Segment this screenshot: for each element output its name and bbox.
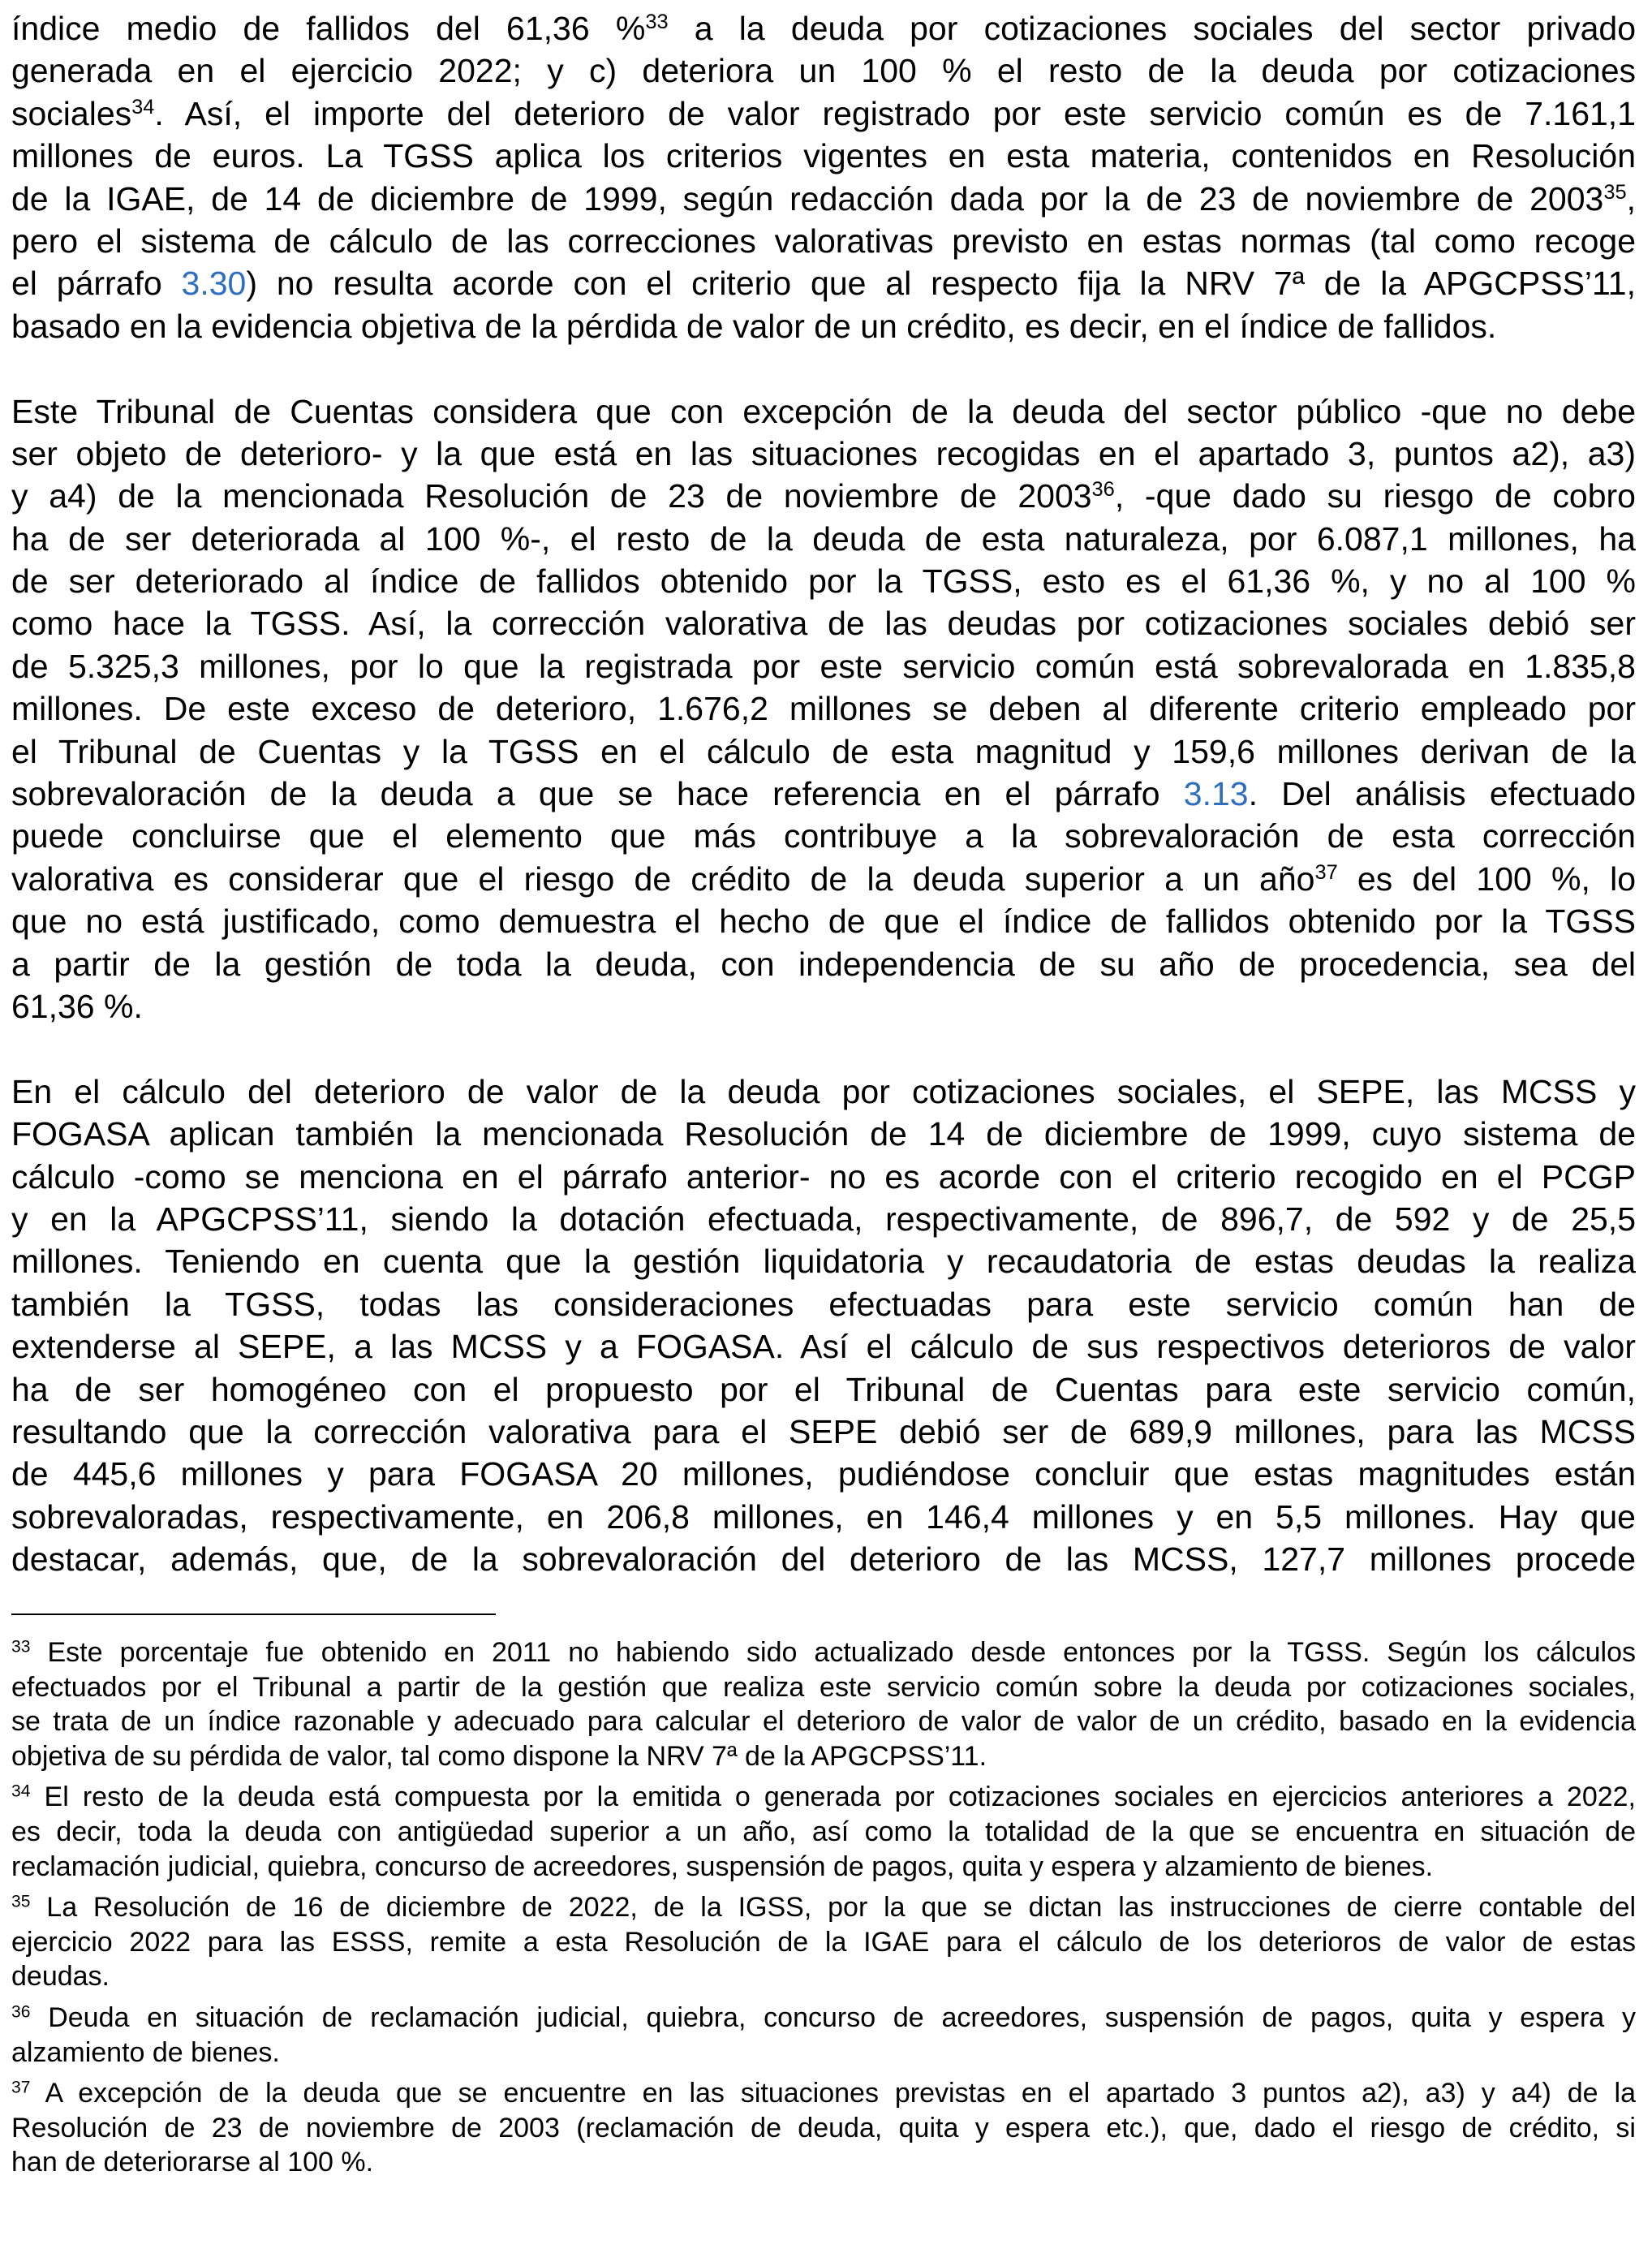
text-segment: A excepción de la deuda que se encuentre en las situaciones previstas en el apartado 3 puntos a2), a3) y a4) de la <box>30 2078 1636 2109</box>
text-segment: a la deuda por cotizaciones sociales del sector privado <box>668 10 1636 47</box>
text-segment: El resto de la deuda está compuesta por la emitida o generada por cotizaciones sociales en ejercicios anteriores a 2022, <box>30 1782 1636 1813</box>
text-segment: de 445,6 millones y para FOGASA 20 millones, pudiéndose concluir que estas magnitudes están <box>11 1455 1636 1493</box>
footnote-ref: 33 <box>645 11 669 34</box>
text-line <box>11 560 1636 602</box>
text-segment: En el cálculo del deterioro de valor de la deuda por cotizaciones sociales, el SEPE, las MCSS y <box>11 1072 1636 1110</box>
text-line <box>11 900 1636 942</box>
text-line <box>11 433 1636 475</box>
text-segment: deudas. <box>11 1961 110 1993</box>
text-segment: Este Tribunal de Cuentas considera que con excepción de la deuda del sector público -que no debe <box>11 392 1636 430</box>
footnote-ref: 36 <box>11 2002 31 2022</box>
text-line <box>11 475 1636 517</box>
text-segment: se trata de un índice razonable y adecuado para calcular el deterioro de valor de valor de un crédito, basado en la evidencia <box>11 1706 1636 1738</box>
text-line <box>11 943 1636 985</box>
text-segment: el Tribunal de Cuentas y la TGSS en el cálculo de esta magnitud y 159,6 millones derivan de la <box>11 732 1636 770</box>
text-segment: es del 100 %, lo <box>1337 860 1636 898</box>
text-line <box>11 1325 1636 1368</box>
text-segment: resultando que la corrección valorativa para el SEPE debió ser de 689,9 millones, para las MCSS <box>11 1412 1636 1450</box>
text-line <box>11 858 1636 900</box>
text-segment: índice medio de fallidos del 61,36 % <box>11 10 646 47</box>
text-line <box>11 602 1636 644</box>
text-segment: . Del análisis efectuado <box>1248 775 1636 813</box>
text-segment: Este porcentaje fue obtenido en 2011 no habiendo sido actualizado desde entonces por la TGSS. Según los cálculos <box>30 1637 1636 1668</box>
footnote-ref: 34 <box>131 95 155 118</box>
text-segment: puede concluirse que el elemento que más contribuye a la sobrevaloración de esta corrección <box>11 817 1636 855</box>
text-line <box>11 93 1636 135</box>
text-line <box>11 135 1636 177</box>
text-segment: y a4) de la mencionada Resolución de 23 de noviembre de 2003 <box>11 477 1092 515</box>
text-line <box>11 1739 1636 1774</box>
text-line <box>11 730 1636 773</box>
text-segment: millones. Teniendo en cuenta que la gestión liquidatoria y recaudatoria de estas deudas la realiza <box>11 1243 1636 1281</box>
footnote <box>11 1890 1636 1994</box>
text-segment: que no está justificado, como demuestra el hecho de que el índice de fallidos obtenido por la TGSS <box>11 903 1636 941</box>
text-line <box>11 1368 1636 1411</box>
text-line <box>11 687 1636 730</box>
text-segment: de la IGAE, de 14 de diciembre de 1999, según redacción dada por la de 23 de noviembre de 2003 <box>11 179 1604 218</box>
text-segment: objetiva de su pérdida de valor, tal como dispone la NRV 7ª de la APGCPSS’11. <box>11 1740 987 1772</box>
text-segment: cálculo -como se menciona en el párrafo anterior- no es acorde con el criterio recogido en el PCGP <box>11 1157 1636 1196</box>
paragraph <box>11 390 1636 1028</box>
footnote <box>11 2076 1636 2180</box>
text-segment: ) no resulta acorde con el criterio que al respecto fija la NRV 7ª de la APGCPSS’11, <box>246 265 1636 303</box>
text-segment: el párrafo <box>11 265 182 303</box>
text-line <box>11 390 1636 433</box>
text-segment: reclamación judicial, quiebra, concurso de acreedores, suspensión de pagos, quita y espera y alzamiento de bienes. <box>11 1850 1434 1882</box>
text-line <box>11 2001 1636 2036</box>
text-segment: ser objeto de deterioro- y la que está en las situaciones recogidas en el apartado 3, puntos a2), a3) <box>11 434 1636 472</box>
footnote <box>11 2001 1636 2070</box>
text-segment: ejercicio 2022 para las ESSS, remite a esta Resolución de la IGAE para el cálculo de los deterioros de valor de estas <box>11 1926 1636 1958</box>
text-line <box>11 2036 1636 2070</box>
text-line <box>11 1453 1636 1495</box>
text-line <box>11 305 1636 347</box>
text-line <box>11 1411 1636 1453</box>
text-line <box>11 815 1636 857</box>
footnote-ref: 37 <box>1314 860 1338 884</box>
text-segment: FOGASA aplican también la mencionada Resolución de 14 de diciembre de 1999, cuyo sistema de <box>11 1115 1636 1153</box>
paragraph-link[interactable]: 3.30 <box>181 265 247 303</box>
text-segment: extenderse al SEPE, a las MCSS y a FOGASA. Así el cálculo de sus respectivos deterioros de valor <box>11 1328 1636 1366</box>
text-segment: destacar, además, que, de la sobrevaloración del deterioro de las MCSS, 127,7 millones procede <box>11 1540 1636 1579</box>
text-segment: efectuados por el Tribunal a partir de la gestión que realiza este servicio común sobre la deuda por cotizaciones sociales, <box>11 1671 1636 1703</box>
text-segment: a partir de la gestión de toda la deuda, con independencia de su año de procedencia, sea del <box>11 945 1636 983</box>
text-segment: valorativa es considerar que el riesgo de crédito de la deuda superior a un año <box>11 860 1315 898</box>
text-line <box>11 985 1636 1028</box>
text-segment: millones. De este exceso de deterioro, 1.676,2 millones se deben al diferente criterio empleado por <box>11 690 1636 728</box>
text-segment: sociales <box>11 94 132 132</box>
footnote <box>11 1635 1636 1773</box>
text-segment: Resolución de 23 de noviembre de 2003 (reclamación de deuda, quita y espera etc.), que, dado el riesgo de crédito, si <box>11 2112 1636 2143</box>
text-segment: 61,36 %. <box>11 987 143 1025</box>
text-line <box>11 1925 1636 1960</box>
text-segment: millones de euros. La TGSS aplica los criterios vigentes en esta materia, contenidos en Resolución <box>11 137 1636 175</box>
text-segment: pero el sistema de cálculo de las correcciones valorativas previsto en estas normas (tal como recoge <box>11 222 1636 260</box>
text-line <box>11 50 1636 92</box>
text-line <box>11 7 1636 50</box>
text-segment: ha de ser deteriorada al 100 %-, el resto de la deuda de esta naturaleza, por 6.087,1 millones, ha <box>11 519 1636 558</box>
text-line <box>11 1240 1636 1282</box>
text-segment: alzamiento de bienes. <box>11 2036 280 2068</box>
text-line <box>11 1780 1636 1815</box>
text-line <box>11 2076 1636 2111</box>
text-segment: también la TGSS, todas las consideraciones efectuadas para este servicio común han de <box>11 1285 1636 1323</box>
text-line <box>11 1850 1636 1885</box>
text-line <box>11 1156 1636 1198</box>
text-segment: de 5.325,3 millones, por lo que la registrada por este servicio común está sobrevalorada en 1.835,8 <box>11 647 1636 685</box>
text-line <box>11 1198 1636 1240</box>
text-line <box>11 1959 1636 1994</box>
footnote-ref: 34 <box>11 1782 31 1801</box>
text-segment: Deuda en situación de reclamación judicial, quiebra, concurso de acreedores, suspensión de pagos, quita y espera y <box>30 2001 1636 2033</box>
text-line <box>11 262 1636 304</box>
text-segment: sobrevaloración de la deuda a que se hace referencia en el párrafo <box>11 775 1184 813</box>
text-segment: La Resolución de 16 de diciembre de 2022, de la IGSS, por la que se dictan las instrucciones de cierre contable del <box>30 1892 1636 1924</box>
footnote-ref: 35 <box>11 1892 31 1911</box>
footnote <box>11 1780 1636 1884</box>
text-line <box>11 773 1636 815</box>
text-line <box>11 1071 1636 1113</box>
footnote-ref: 36 <box>1091 478 1115 502</box>
footnote-ref: 37 <box>11 2078 31 2097</box>
text-line <box>11 1283 1636 1325</box>
text-line <box>11 518 1636 560</box>
text-segment: ha de ser homogéneo con el propuesto por el Tribunal de Cuentas para este servicio común, <box>11 1370 1636 1408</box>
text-segment: basado en la evidencia objetiva de la pérdida de valor de un crédito, es decir, en el índice de fallidos. <box>11 307 1497 345</box>
text-segment: como hace la TGSS. Así, la corrección valorativa de las deudas por cotizaciones sociales debió ser <box>11 605 1636 643</box>
text-segment: de ser deteriorado al índice de fallidos obtenido por la TGSS, esto es el 61,36 %, y no al 100 % <box>11 562 1636 601</box>
text-segment: generada en el ejercicio 2022; y c) deteriora un 100 % el resto de la deuda por cotizaciones <box>11 52 1636 90</box>
text-line <box>11 1890 1636 1925</box>
text-line <box>11 2111 1636 2146</box>
text-segment: es decir, toda la deuda con antigüedad superior a un año, así como la totalidad de la que se encuentra en situación de <box>11 1816 1636 1847</box>
text-line <box>11 1815 1636 1850</box>
text-segment: , -que dado su riesgo de cobro <box>1114 477 1636 515</box>
text-line <box>11 1670 1636 1705</box>
text-line <box>11 220 1636 262</box>
text-line <box>11 1538 1636 1580</box>
paragraph <box>11 1071 1636 1581</box>
footnotes <box>11 1635 1636 2187</box>
footnote-ref: 35 <box>1603 180 1627 204</box>
paragraph <box>11 7 1636 347</box>
text-line <box>11 178 1636 220</box>
text-segment: han de deteriorarse al 100 %. <box>11 2147 374 2178</box>
text-line <box>11 1635 1636 1670</box>
paragraph-link[interactable]: 3.13 <box>1183 775 1249 813</box>
footnote-ref: 33 <box>11 1637 31 1657</box>
text-line <box>11 1113 1636 1155</box>
text-segment: y en la APGCPSS’11, siendo la dotación efectuada, respectivamente, de 896,7, de 592 y de 25,5 <box>11 1200 1636 1238</box>
text-line <box>11 1496 1636 1538</box>
text-line <box>11 645 1636 687</box>
document-body <box>11 7 1636 1623</box>
text-segment: sobrevaloradas, respectivamente, en 206,8 millones, en 146,4 millones y en 5,5 millones. Hay que <box>11 1497 1636 1536</box>
text-segment: , <box>1626 179 1636 218</box>
footnote-separator <box>11 1614 496 1615</box>
text-segment: . Así, el importe del deterioro de valor registrado por este servicio común es de 7.161,1 <box>154 94 1636 132</box>
text-line <box>11 1704 1636 1739</box>
text-line <box>11 2145 1636 2180</box>
